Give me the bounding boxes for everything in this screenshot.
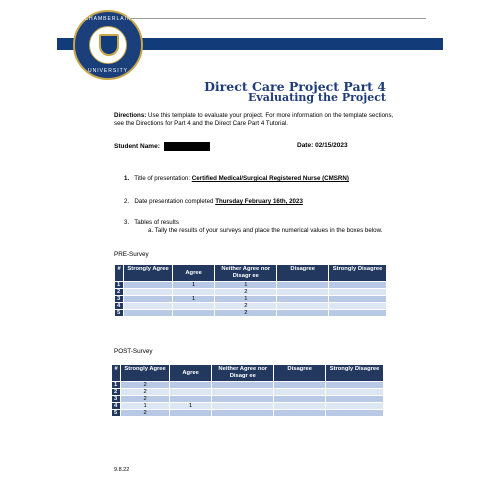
table-cell (124, 289, 173, 296)
table-cell (212, 382, 274, 389)
item-2-label: Date presentation completed (134, 198, 216, 205)
table-cell (169, 389, 211, 396)
table-cell (212, 403, 274, 410)
col-header-strongly-disagree: Strongly Disagree (329, 265, 387, 282)
directions-text: Use this template to evaluate your project. For more information on the template sections, see the Directions for Part 4 and the Direct Care Part 4 Tutorial. (114, 112, 394, 127)
student-name-row (114, 142, 210, 151)
table-cell: 1 (172, 282, 214, 289)
col-header-strongly-agree: Strongly Agree (124, 265, 173, 282)
date-row (297, 142, 348, 149)
pre-survey-table (114, 264, 387, 317)
table-cell (172, 289, 214, 296)
col-header-strongly-disagree: Strongly Disagree (326, 365, 384, 382)
table-cell (277, 296, 329, 303)
table-cell (277, 289, 329, 296)
table-cell (326, 403, 384, 410)
table-cell (124, 296, 173, 303)
table-row (112, 403, 384, 410)
table-row (115, 282, 387, 289)
table-cell: 2 (121, 382, 170, 389)
directions-label: Directions: (114, 112, 147, 119)
table-cell (169, 410, 211, 417)
table-header-row (112, 365, 384, 382)
table-cell (329, 282, 387, 289)
row-number-cell: 2 (115, 289, 124, 296)
table-cell: 1 (121, 403, 170, 410)
table-row (112, 396, 384, 403)
table-cell (124, 310, 173, 317)
col-header-neither: Neither Agree nor Disagr ee (215, 265, 277, 282)
row-number-cell: 1 (112, 382, 121, 389)
table-cell (274, 410, 326, 417)
seal-top-text: CHAMBERLAIN (84, 16, 132, 22)
table-cell: 1 (215, 296, 277, 303)
item-3-label: Tables of results (134, 219, 179, 226)
table-cell (212, 410, 274, 417)
table-row (115, 303, 387, 310)
item-3-number: 3. (124, 219, 130, 226)
col-header-disagree: Disagree (277, 265, 329, 282)
table-cell (329, 310, 387, 317)
table-cell (274, 396, 326, 403)
table-row (112, 389, 384, 396)
item-1 (124, 175, 349, 182)
pre-survey-label: PRE-Survey (114, 251, 149, 258)
seal-bottom-text: UNIVERSITY (87, 68, 128, 74)
table-cell: 2 (215, 289, 277, 296)
table-cell (326, 410, 384, 417)
student-name-label: Student Name: (114, 143, 160, 151)
col-header-disagree: Disagree (274, 365, 326, 382)
table-cell (274, 403, 326, 410)
table-row (115, 289, 387, 296)
table-cell (212, 396, 274, 403)
table-cell: 1 (172, 296, 214, 303)
table-cell (326, 389, 384, 396)
table-cell (212, 389, 274, 396)
table-cell: 1 (215, 282, 277, 289)
row-number-cell: 5 (112, 410, 121, 417)
table-cell: 2 (121, 410, 170, 417)
date-label: Date: (297, 142, 314, 149)
item-2 (124, 198, 303, 205)
row-number-cell: 4 (112, 403, 121, 410)
col-header-number: # (112, 365, 121, 382)
shield-icon (99, 34, 119, 56)
table-cell: 2 (121, 389, 170, 396)
doc-subtitle: Evaluating the Project (247, 91, 386, 104)
header-rule (112, 18, 426, 19)
item-3a: a. Tally the results of your surveys and place the numerical values in the boxes below. (148, 227, 383, 234)
item-1-label: Title of presentation: (134, 175, 192, 182)
table-header-row (115, 265, 387, 282)
col-header-neither: Neither Agree nor Disagr ee (212, 365, 274, 382)
table-cell (329, 296, 387, 303)
table-cell (124, 282, 173, 289)
doc-title: Direct Care Project Part 4 (204, 79, 386, 94)
table-cell (169, 382, 211, 389)
row-number-cell: 4 (115, 303, 124, 310)
directions-paragraph (114, 112, 394, 128)
item-2-number: 2. (124, 198, 130, 205)
row-number-cell: 5 (115, 310, 124, 317)
table-cell (277, 310, 329, 317)
item-1-value: Certified Medical/Surgical Registered Nurse (CMSRN) (191, 175, 349, 182)
item-1-number: 1. (124, 175, 130, 182)
row-number-cell: 1 (115, 282, 124, 289)
table-cell (277, 282, 329, 289)
table-cell (274, 382, 326, 389)
redacted-name (164, 142, 210, 151)
table-row (115, 310, 387, 317)
university-seal-logo (73, 10, 143, 80)
row-number-cell: 3 (112, 396, 121, 403)
post-survey-label: POST-Survey (114, 348, 153, 355)
date-value: 02/15/2023 (315, 142, 348, 149)
table-cell (329, 289, 387, 296)
table-cell: 1 (169, 403, 211, 410)
item-2-value: Thursday February 16th, 2023 (215, 198, 303, 205)
col-header-agree: Agree (169, 365, 211, 382)
table-row (112, 382, 384, 389)
table-cell (172, 310, 214, 317)
table-cell (326, 396, 384, 403)
footer-version: 9.8.22 (114, 467, 130, 473)
table-cell: 2 (215, 303, 277, 310)
table-cell (124, 303, 173, 310)
col-header-agree: Agree (172, 265, 214, 282)
table-cell: 2 (121, 396, 170, 403)
row-number-cell: 3 (115, 296, 124, 303)
table-cell (274, 389, 326, 396)
col-header-number: # (115, 265, 124, 282)
table-cell (326, 382, 384, 389)
table-cell (329, 303, 387, 310)
item-3 (124, 219, 179, 226)
seal-inner (89, 26, 127, 64)
table-cell (172, 303, 214, 310)
col-header-strongly-agree: Strongly Agree (121, 365, 170, 382)
post-survey-table (111, 364, 384, 417)
table-cell (169, 396, 211, 403)
table-row (115, 296, 387, 303)
table-cell (277, 303, 329, 310)
row-number-cell: 2 (112, 389, 121, 396)
table-cell: 2 (215, 310, 277, 317)
table-row (112, 410, 384, 417)
